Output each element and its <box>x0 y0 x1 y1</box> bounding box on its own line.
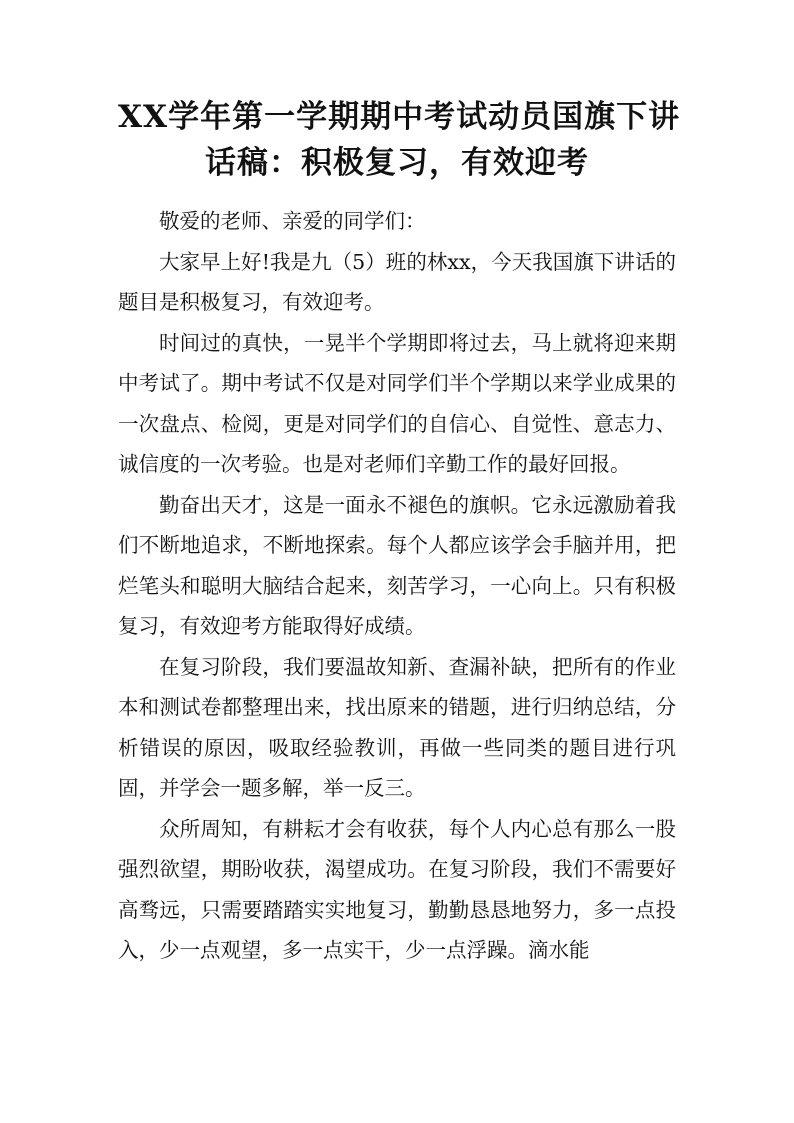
greeting-paragraph: 大家早上好!我是九（5）班的林xx，今天我国旗下讲话的题目是积极复习，有效迎考。 <box>118 249 676 314</box>
review-paragraph: 在复习阶段，我们要温故知新、查漏补缺，把所有的作业本和测试卷都整理出来，找出原来的错题，进行归纳总结，分析错误的原因，吸取经验教训，再做一些同类的题目进行巩固，并学会一题多解，举一反三。 <box>118 654 676 800</box>
title-line-2: 话稿：积极复习，有效迎考 <box>205 145 589 181</box>
salutation-paragraph: 敬爱的老师、亲爱的同学们： <box>159 209 426 233</box>
diligence-paragraph: 勤奋出天才，这是一面永不褪色的旗帜。它永远激励着我们不断地追求，不断地探索。每个人都应该学会手脑并用，把烂笔头和聪明大脑结合起来，刻苦学习，一心向上。只有积极复习，有效迎考方能取得好成绩。 <box>118 492 676 638</box>
effort-paragraph: 众所周知，有耕耘才会有收获，每个人内心总有那么一股强烈欲望，期盼收获，渴望成功。在复习阶段，我们不需要好高骛远，只需要踏踏实实地复习，勤勤恳恳地努力，多一点投入，少一点观望，多一点实干，少一点浮躁。滴水能 <box>118 816 676 962</box>
title-line-1: XX学年第一学期期中考试动员国旗下讲 <box>118 99 681 135</box>
time-paragraph: 时间过的真快，一晃半个学期即将过去，马上就将迎来期中考试了。期中考试不仅是对同学们半个学期以来学业成果的一次盘点、检阅，更是对同学们的自信心、自觉性、意志力、诚信度的一次考验。也是对老师们辛勤工作的最好回报。 <box>118 330 676 476</box>
document-body <box>118 201 676 971</box>
document-title <box>118 94 681 186</box>
